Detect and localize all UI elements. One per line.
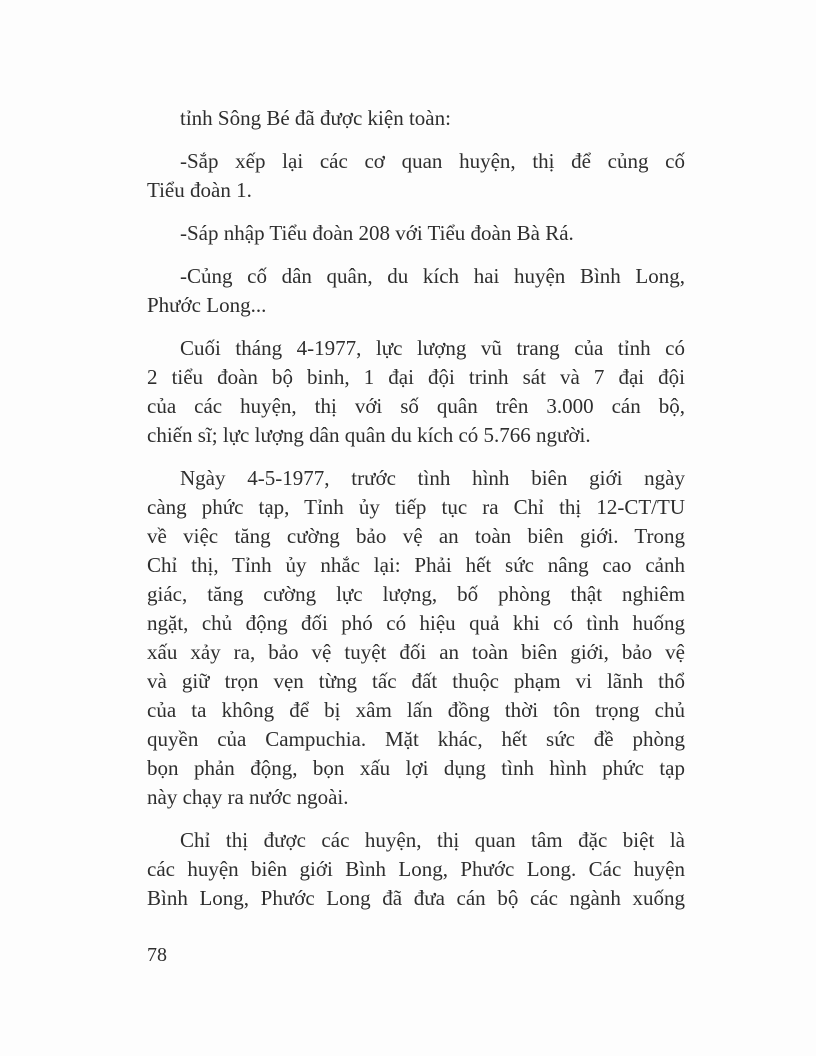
paragraph (147, 147, 685, 205)
text-line: -Sắp xếp lại các cơ quan huyện, thị để củng cố (180, 149, 685, 173)
text-line: xấu xảy ra, bảo vệ tuyệt đối an toàn biên giới, bảo vệ (147, 640, 685, 664)
page-number: 78 (147, 944, 167, 966)
text-line: Chỉ thị, Tỉnh ủy nhắc lại: Phải hết sức nâng cao cảnh (147, 553, 685, 577)
text-line: các huyện biên giới Bình Long, Phước Long. Các huyện (147, 857, 685, 881)
paragraph (147, 826, 685, 913)
text-line: Phước Long... (147, 293, 267, 317)
paragraph (147, 104, 685, 133)
paragraph (147, 219, 685, 248)
text-line: Chỉ thị được các huyện, thị quan tâm đặc biệt là (180, 828, 685, 852)
paragraph (147, 262, 685, 320)
text-line: Ngày 4-5-1977, trước tình hình biên giới ngày (180, 466, 685, 490)
page-body (147, 104, 685, 927)
text-line: Cuối tháng 4-1977, lực lượng vũ trang của tỉnh có (180, 336, 685, 360)
text-line: của các huyện, thị với số quân trên 3.000 cán bộ, (147, 394, 685, 418)
text-line: tỉnh Sông Bé đã được kiện toàn: (180, 106, 451, 130)
text-line: ngặt, chủ động đối phó có hiệu quả khi có tình huống (147, 611, 685, 635)
text-line: Bình Long, Phước Long đã đưa cán bộ các ngành xuống (147, 886, 685, 910)
paragraph (147, 464, 685, 812)
text-line: chiến sĩ; lực lượng dân quân du kích có 5.766 người. (147, 423, 591, 447)
text-line: Tiểu đoàn 1. (147, 178, 252, 202)
text-line: 2 tiểu đoàn bộ binh, 1 đại đội trinh sát và 7 đại đội (147, 365, 685, 389)
text-line: quyền của Campuchia. Mặt khác, hết sức đề phòng (147, 727, 685, 751)
text-line: -Sáp nhập Tiểu đoàn 208 với Tiểu đoàn Bà Rá. (180, 221, 574, 245)
paragraph (147, 334, 685, 450)
text-line: và giữ trọn vẹn từng tấc đất thuộc phạm vi lãnh thổ (147, 669, 685, 693)
text-line: giác, tăng cường lực lượng, bố phòng thật nghiêm (147, 582, 685, 606)
text-line: của ta không để bị xâm lấn đồng thời tôn trọng chủ (147, 698, 685, 722)
text-line: bọn phản động, bọn xấu lợi dụng tình hình phức tạp (147, 756, 685, 780)
text-line: về việc tăng cường bảo vệ an toàn biên giới. Trong (147, 524, 685, 548)
text-line: càng phức tạp, Tỉnh ủy tiếp tục ra Chỉ thị 12-CT/TU (147, 495, 685, 519)
text-line: này chạy ra nước ngoài. (147, 785, 349, 809)
text-line: -Củng cố dân quân, du kích hai huyện Bình Long, (180, 264, 685, 288)
